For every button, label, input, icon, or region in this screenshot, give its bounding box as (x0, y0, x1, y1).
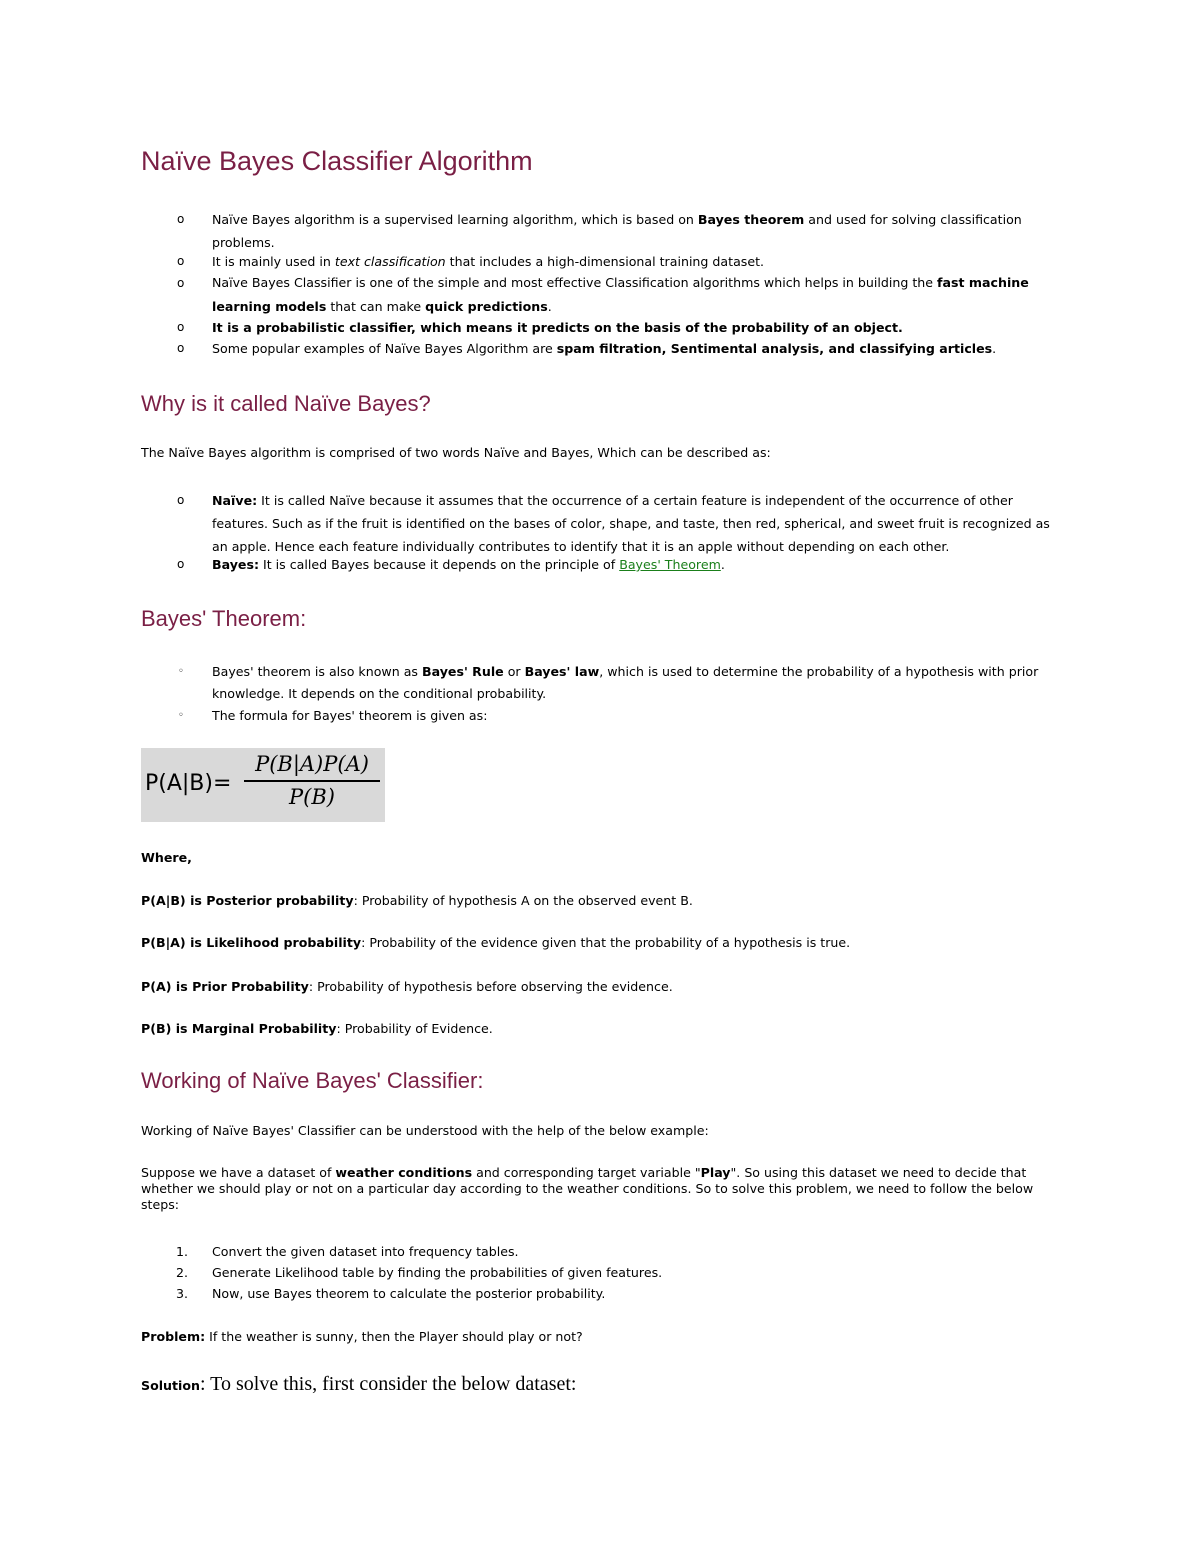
definition-desc: : Probability of Evidence. (336, 1021, 493, 1036)
where-label (141, 847, 192, 868)
definition-term: P(A|B) is Posterior probability (141, 893, 354, 908)
definition-desc: : Probability of hypothesis before observing the evidence. (308, 979, 673, 994)
list-item (141, 1283, 1061, 1304)
step-text: Convert the given dataset into frequency tables. (212, 1244, 519, 1259)
definition-term: P(B|A) is Likelihood probability (141, 935, 362, 950)
item-text: It is called Naïve because it assumes that the occurrence of a certain feature is independent of the occurrence of other features. Such as if the fruit is identified on the bases of color, shape, and taste, then red, spherical, and sweet fruit is recognized as an apple. Hence each feature individually contributes to identify that it is an apple without depending on each other. (212, 493, 1050, 554)
list-item (141, 338, 1061, 359)
step-text: Generate Likelihood table by finding the probabilities of given features. (212, 1265, 663, 1280)
paragraph-text: and corresponding target variable " (472, 1165, 701, 1180)
item-text: and used for solving classification problems. (212, 212, 1022, 250)
step-number: 3. (176, 1286, 189, 1301)
item-italic: text classification (334, 254, 446, 269)
term-bayes: Bayes: (212, 557, 259, 572)
theorem-list (141, 661, 1061, 726)
list-item (141, 317, 1061, 338)
bullet-marker: o (177, 320, 185, 334)
bullet-marker: ◦ (178, 710, 184, 721)
item-bold: Bayes' Rule (421, 664, 504, 679)
intro-list (141, 208, 1061, 359)
formula-lhs: P(A|B)= (145, 771, 232, 796)
item-bold: It is a probabilistic classifier, which means it predicts on the basis of the probability of an object. (212, 320, 903, 335)
problem-label: Problem: (141, 1329, 206, 1344)
item-text: Naïve Bayes algorithm is a supervised learning algorithm, which is based on (212, 212, 698, 227)
list-item (141, 271, 1061, 319)
term-naive: Naïve: (212, 493, 258, 508)
item-bold: spam filtration, Sentimental analysis, and classifying articles (556, 341, 993, 356)
item-text: Naïve Bayes Classifier is one of the simple and most effective Classification algorithms which helps in building the (212, 275, 938, 290)
problem-text: If the weather is sunny, then the Player should play or not? (205, 1329, 583, 1344)
item-text: or (503, 664, 525, 679)
definition-term: P(B) is Marginal Probability (141, 1021, 337, 1036)
paragraph-bold: weather conditions (335, 1165, 473, 1180)
section-heading: Why is it called Naïve Bayes? (141, 391, 431, 416)
list-item (141, 1262, 1061, 1283)
paragraph-text: Suppose we have a dataset of (141, 1165, 336, 1180)
paragraph-text: ". So using this dataset we need to decide that whether we should play or not on a particular day according to the weather conditions. So to solve this problem, we need to follow the below steps: (141, 1165, 1034, 1212)
list-item (141, 661, 1061, 705)
bullet-marker: ◦ (178, 666, 184, 677)
formula-fraction (244, 752, 380, 809)
definition-term: P(A) is Prior Probability (141, 979, 309, 994)
section-heading: Bayes' Theorem: (141, 606, 307, 631)
paragraph: Working of Naïve Bayes' Classifier can be understood with the help of the below example: (141, 1123, 709, 1138)
bullet-marker: o (177, 341, 185, 355)
steps-list (141, 1241, 1061, 1304)
item-text: . (547, 299, 552, 314)
bayes-formula (141, 748, 385, 822)
definition-desc: : Probability of the evidence given that the probability of a hypothesis is true. (361, 935, 851, 950)
list-item (141, 705, 1061, 726)
item-text: It is called Bayes because it depends on the principle of (259, 557, 620, 572)
list-item (141, 489, 1061, 558)
formula-denominator: P(B) (289, 785, 335, 809)
definition-likelihood (141, 932, 850, 953)
item-text: that includes a high-dimensional training dataset. (445, 254, 765, 269)
item-bold: fast machine learning models (212, 275, 1029, 314)
example-paragraph (141, 1165, 1061, 1213)
list-item (141, 554, 1061, 575)
paragraph-bold: Play (700, 1165, 731, 1180)
solution-label: Solution (141, 1378, 200, 1393)
list-item (141, 251, 1061, 272)
item-text: . (992, 341, 997, 356)
bullet-marker: o (177, 276, 185, 290)
solution-text: : To solve this, first consider the below dataset: (199, 1373, 577, 1395)
definition-posterior (141, 890, 693, 911)
item-text: . (720, 557, 725, 572)
item-text: The formula for Bayes' theorem is given as: (212, 708, 488, 723)
bullet-marker: o (177, 493, 185, 507)
step-number: 2. (176, 1265, 189, 1280)
item-text: that can make (326, 299, 426, 314)
item-bold: Bayes theorem (697, 212, 805, 227)
step-text: Now, use Bayes theorem to calculate the posterior probability. (212, 1286, 606, 1301)
item-text: It is mainly used in (212, 254, 335, 269)
page-title: Naïve Bayes Classifier Algorithm (141, 146, 533, 176)
solution-statement (141, 1373, 576, 1396)
item-bold: Bayes' law (524, 664, 600, 679)
step-number: 1. (176, 1244, 189, 1259)
section-heading: Working of Naïve Bayes' Classifier: (141, 1068, 484, 1093)
formula-numerator: P(B|A)P(A) (244, 752, 380, 782)
definition-prior (141, 976, 673, 997)
item-text: Some popular examples of Naïve Bayes Algorithm are (212, 341, 557, 356)
bullet-marker: o (177, 557, 185, 571)
bullet-marker: o (177, 212, 185, 226)
paragraph: The Naïve Bayes algorithm is comprised of two words Naïve and Bayes, Which can be described as: (141, 445, 771, 460)
bayes-theorem-link[interactable]: Bayes' Theorem (619, 557, 721, 572)
definition-marginal (141, 1018, 493, 1039)
where-text: Where, (141, 850, 192, 865)
list-item (141, 208, 1061, 254)
item-text: , which is used to determine the probability of a hypothesis with prior knowledge. It depends on the conditional probability. (212, 664, 1039, 701)
why-list (141, 489, 1061, 575)
definition-desc: : Probability of hypothesis A on the observed event B. (353, 893, 693, 908)
list-item (141, 1241, 1061, 1262)
item-text: Bayes' theorem is also known as (212, 664, 422, 679)
problem-statement (141, 1326, 583, 1347)
item-bold: quick predictions (425, 299, 548, 314)
bullet-marker: o (177, 254, 185, 268)
